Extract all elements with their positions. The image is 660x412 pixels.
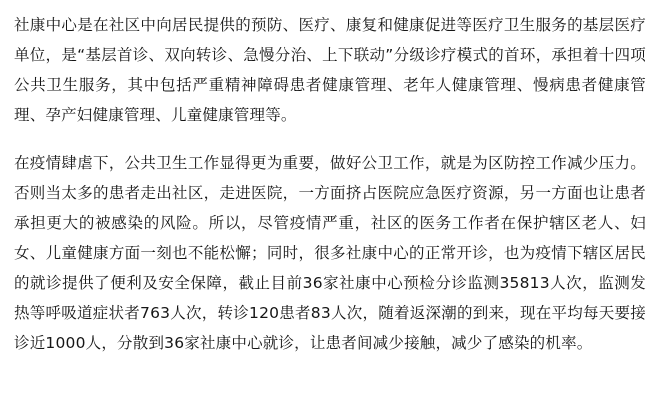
paragraph-1: 社康中心是在社区中向居民提供的预防、医疗、康复和健康促进等医疗卫生服务的基层医疗单位，是“基层首诊、双向转诊、急慢分治、上下联动”分级诊疗模式的首环，承担着十四项公共卫生服务，其中包括严重精神障碍患者健康管理、老年人健康管理、慢病患者健康管理、孕产妇健康管理、儿童健康管理等。 [14,16,646,124]
paragraph-2: 在疫情肆虐下，公共卫生工作显得更为重要，做好公卫工作，就是为区防控工作减少压力。否则当太多的患者走出社区，走进医院，一方面挤占医院应急医疗资源，另一方面也让患者承担更大的被感染的风险。所以，尽管疫情严重，社区的医务工作者在保护辖区老人、妇女、儿童健康方面一刻也不能松懈；同时，很多社康中心的正常开诊，也为疫情下辖区居民的就诊提供了便利及安全保障，截止目前36家社康中心预检分诊监测35813人次，监测发热等呼吸道症状者763人次，转诊120患者83人次，随着返深潮的到来，现在平均每天要接诊近1000人，分散到36家社康中心就诊，让患者间减少接触，减少了感染的机率。 [14,154,646,352]
